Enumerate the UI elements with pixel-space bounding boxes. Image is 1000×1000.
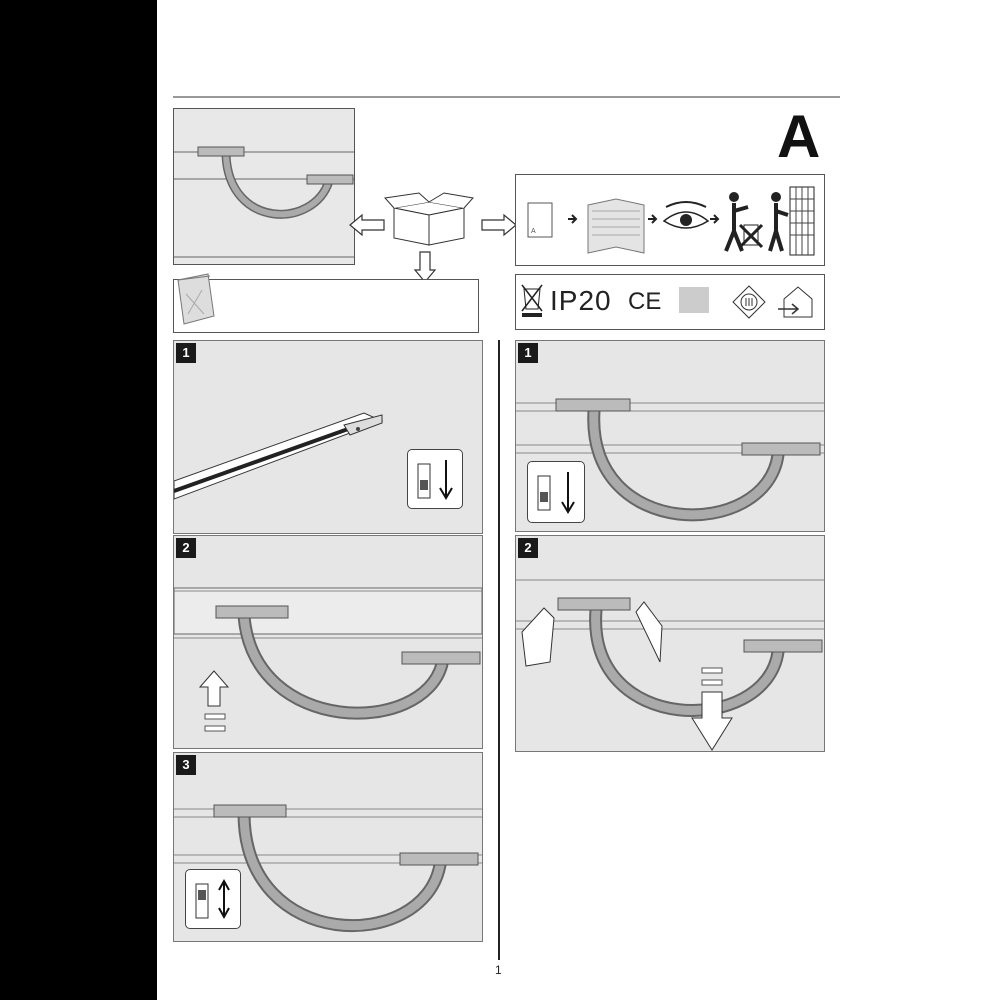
right-step-2-panel xyxy=(515,535,825,752)
connector-attach-illustration xyxy=(174,536,482,748)
switch-up-down-arrow-icon xyxy=(186,870,240,928)
right-step-1-panel xyxy=(515,340,825,532)
step-number: 2 xyxy=(518,538,538,558)
light-strip-illustration xyxy=(174,109,354,264)
product-overview-box xyxy=(173,108,355,265)
connector-release-illustration xyxy=(516,536,824,751)
ip-rating: IP20 xyxy=(550,285,612,316)
indoor-use-icon xyxy=(776,283,816,319)
plastic-bag-icon xyxy=(174,266,224,326)
svg-text:A: A xyxy=(531,228,536,235)
switch-toggle-panel xyxy=(185,869,241,929)
accessory-bag-box xyxy=(173,279,479,333)
read-instructions-box xyxy=(515,174,825,266)
read-instructions-pictogram xyxy=(516,175,824,265)
step-number: 2 xyxy=(176,538,196,558)
step-number: 3 xyxy=(176,755,196,775)
top-rule xyxy=(173,96,840,98)
compliance-symbols-box xyxy=(515,274,825,330)
protection-class-icon xyxy=(732,285,766,319)
section-letter: A xyxy=(777,103,821,170)
page-number: 1 xyxy=(495,963,502,977)
manual-page xyxy=(157,0,1000,1000)
switch-off-panel-right xyxy=(527,461,585,523)
cardboard-icon xyxy=(679,287,709,313)
column-divider xyxy=(498,340,500,960)
step-number: 1 xyxy=(518,343,538,363)
switch-off-panel xyxy=(407,449,463,509)
arrow-left-icon xyxy=(350,215,390,235)
step-number: 1 xyxy=(176,343,196,363)
left-step-1-panel xyxy=(173,340,483,534)
package-box-icon xyxy=(389,190,469,250)
left-step-3-panel xyxy=(173,752,483,942)
ce-mark: CE xyxy=(628,288,662,315)
switch-down-arrow-icon xyxy=(408,450,462,508)
left-step-2-panel xyxy=(173,535,483,749)
switch-down-arrow-icon xyxy=(528,462,584,522)
weee-bin-icon xyxy=(520,283,544,317)
